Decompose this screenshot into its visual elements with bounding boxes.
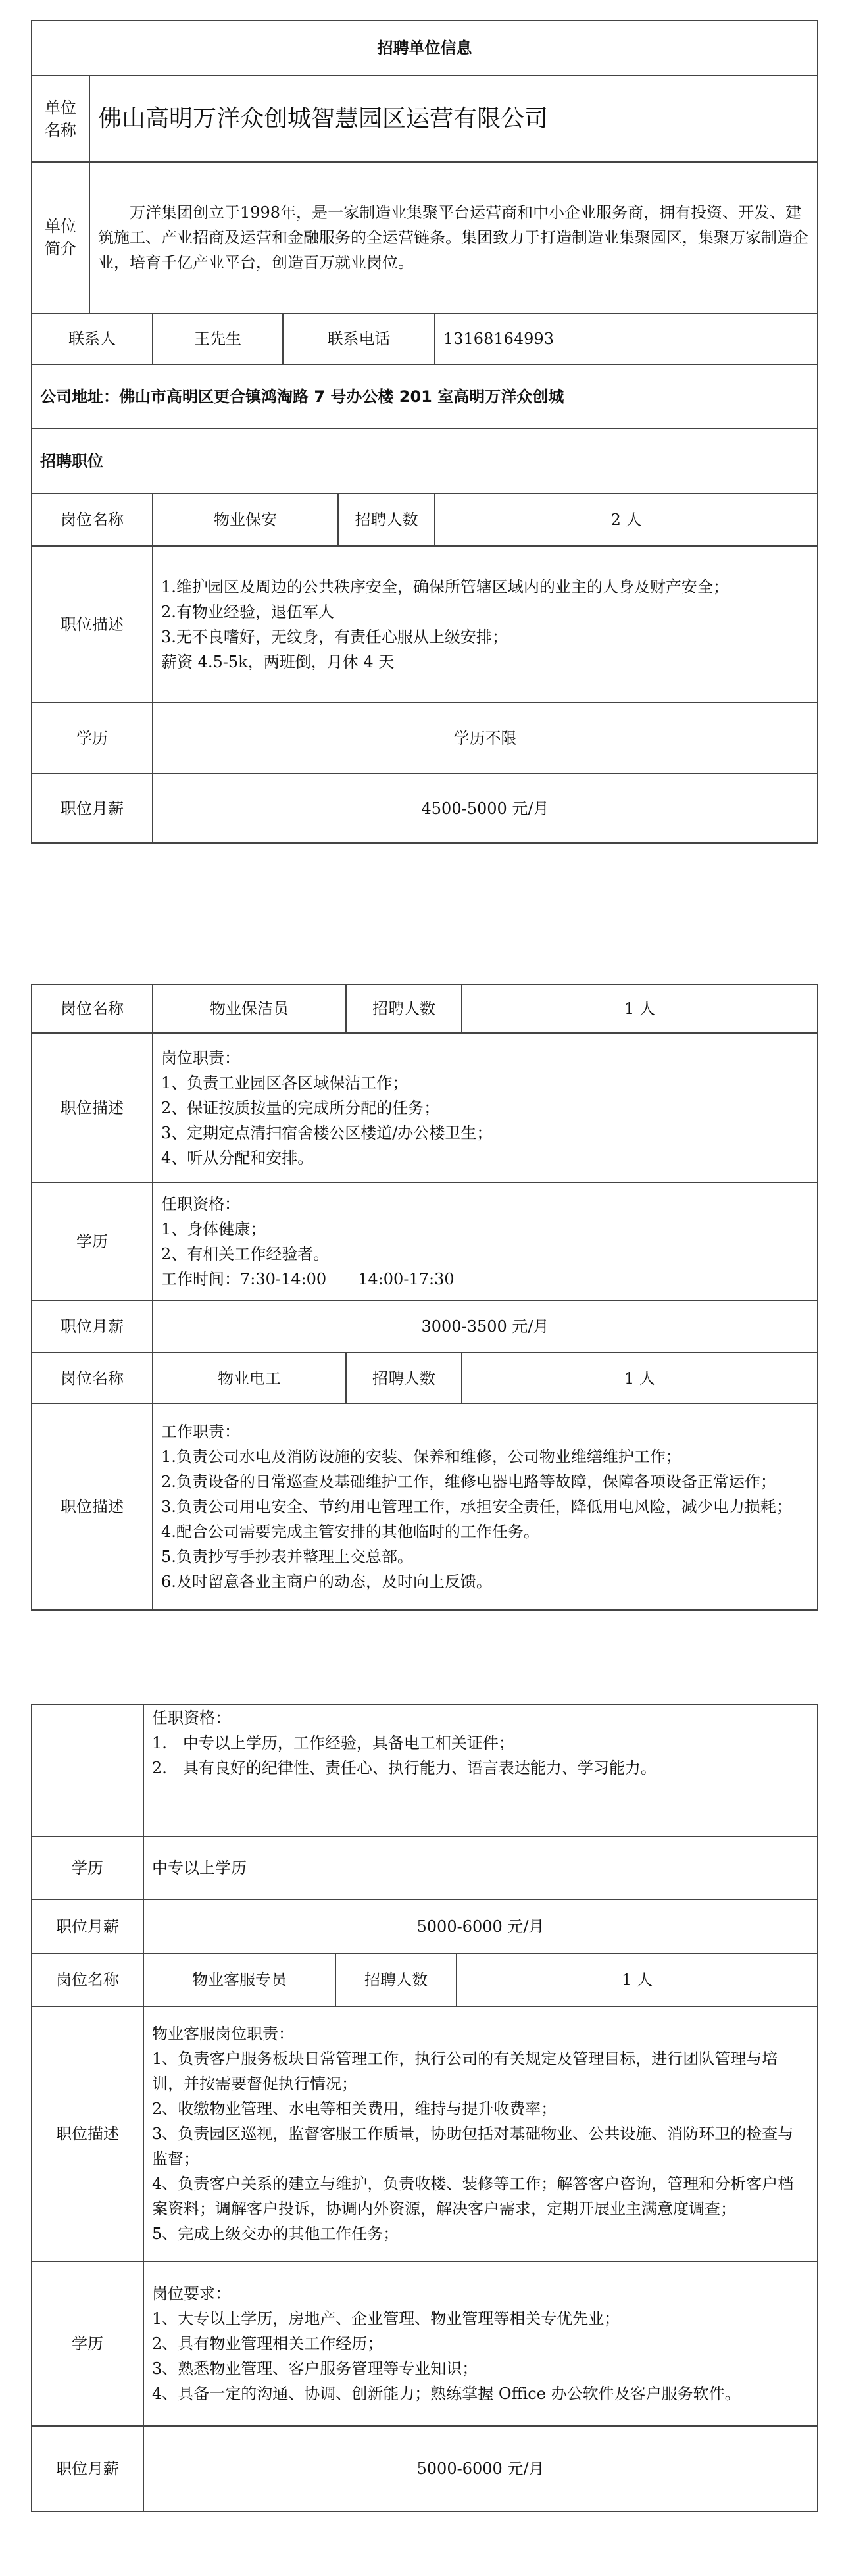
jobs-table-2: [31, 984, 818, 1611]
job-description: 1.维护园区及周边的公共秩序安全，确保所管辖区域内的业主的人身及财产安全； 2.有物业经验，退伍军人 3.无不良嗜好，无纹身，有责任心服从上级安排； 薪资 4.5-5k，两班倒，月休 4 天: [153, 546, 818, 703]
company-info-table: [31, 20, 818, 844]
salary-label: 职位月薪: [32, 2426, 143, 2512]
contact-name: 王先生: [153, 313, 283, 365]
salary-value: 3000-3500 元/月: [153, 1300, 818, 1353]
blank-label-cell: [32, 1705, 143, 1836]
job-title: 物业保安: [153, 493, 338, 546]
jobs-heading: 招聘职位: [32, 428, 818, 493]
education-label: 学历: [32, 1836, 143, 1900]
jobs-table-3: [31, 1704, 818, 2512]
education-label: 学历: [32, 703, 153, 774]
headcount-label: 招聘人数: [346, 1353, 462, 1403]
education-value: 学历不限: [153, 703, 818, 774]
job-description: 物业客服岗位职责： 1、负责客户服务板块日常管理工作，执行公司的有关规定及管理目标，进行团队管理与培训，并按需要督促执行情况； 2、收缴物业管理、水电等相关费用，维持与提升收费率； 3、负责园区巡视，监督客服工作质量，协助包括对基础物业、公共设施、消防环卫的检查与监督； 4、负责客户关系的建立与维护，负责收楼、装修等工作；解答客户咨询，管理和分析客户档案资料；调解客户投诉，协调内外资源，解决客户需求，定期开展业主满意度调查； 5、完成上级交办的其他工作任务；: [143, 2006, 818, 2261]
section-title: 招聘单位信息: [32, 20, 818, 76]
position-label: 岗位名称: [32, 984, 153, 1033]
job-title: 物业保洁员: [153, 984, 346, 1033]
company-address: 公司地址：佛山市高明区更合镇鸿淘路 7 号办公楼 201 室高明万洋众创城: [32, 365, 818, 428]
salary-label: 职位月薪: [32, 774, 153, 843]
salary-label: 职位月薪: [32, 1900, 143, 1954]
education-label: 学历: [32, 2261, 143, 2426]
education-value: 中专以上学历: [143, 1836, 818, 1900]
salary-value: 4500-5000 元/月: [153, 774, 818, 843]
headcount-value: 1 人: [462, 1353, 818, 1403]
description-label: 职位描述: [32, 1403, 153, 1610]
job-description: 岗位职责： 1、负责工业园区各区域保洁工作； 2、保证按质按量的完成所分配的任务； 3、定期定点清扫宿舍楼公区楼道/办公楼卫生； 4、听从分配和安排。: [153, 1033, 818, 1182]
company-name-label: 单位 名称: [32, 76, 89, 162]
requirements-text: 岗位要求： 1、大专以上学历，房地产、企业管理、物业管理等相关专优先业； 2、具有物业管理相关工作经历； 3、熟悉物业管理、客户服务管理等专业知识； 4、具备一定的沟通、协调、创新能力；熟练掌握 Office 办公软件及客户服务软件。: [143, 2261, 818, 2426]
description-label: 职位描述: [32, 546, 153, 703]
salary-label: 职位月薪: [32, 1300, 153, 1353]
requirements-text: 任职资格： 1. 中专以上学历，工作经验，具备电工相关证件； 2. 具有良好的纪律性、责任心、执行能力、语言表达能力、学习能力。: [143, 1705, 818, 1836]
education-label: 学历: [32, 1182, 153, 1300]
headcount-value: 1 人: [462, 984, 818, 1033]
salary-value: 5000-6000 元/月: [143, 2426, 818, 2512]
job-title: 物业客服专员: [143, 1954, 335, 2006]
job-title: 物业电工: [153, 1353, 346, 1403]
position-label: 岗位名称: [32, 1353, 153, 1403]
headcount-label: 招聘人数: [335, 1954, 457, 2006]
qualification-text: 任职资格： 1、身体健康； 2、有相关工作经验者。 工作时间：7:30-14:00 14:00-17:30: [153, 1182, 818, 1300]
headcount-label: 招聘人数: [346, 984, 462, 1033]
position-label: 岗位名称: [32, 493, 153, 546]
headcount-value: 2 人: [435, 493, 818, 546]
company-intro: 万洋集团创立于1998年，是一家制造业集聚平台运营商和中小企业服务商，拥有投资、开发、建筑施工、产业招商及运营和金融服务的全运营链条。集团致力于打造制造业集聚园区，集聚万家制造企业，培育千亿产业平台，创造百万就业岗位。: [89, 162, 818, 313]
company-name: 佛山高明万洋众创城智慧园区运营有限公司: [89, 76, 818, 162]
contact-label: 联系人: [32, 313, 153, 365]
phone-number: 13168164993: [435, 313, 818, 365]
salary-value: 5000-6000 元/月: [143, 1900, 818, 1954]
headcount-value: 1 人: [457, 1954, 818, 2006]
company-intro-label: 单位 简介: [32, 162, 89, 313]
description-label: 职位描述: [32, 2006, 143, 2261]
description-label: 职位描述: [32, 1033, 153, 1182]
job-description: 工作职责： 1.负责公司水电及消防设施的安装、保养和维修，公司物业维缮维护工作； 2.负责设备的日常巡查及基础维护工作，维修电器电路等故障，保障各项设备正常运作； 3.负责公司用电安全、节约用电管理工作，承担安全责任，降低用电风险，减少电力损耗； 4.配合公司需要完成主管安排的其他临时的工作任务。 5.负责抄写手抄表并整理上交总部。 6.及时留意各业主商户的动态，及时向上反馈。: [153, 1403, 818, 1610]
headcount-label: 招聘人数: [338, 493, 435, 546]
position-label: 岗位名称: [32, 1954, 143, 2006]
phone-label: 联系电话: [283, 313, 435, 365]
